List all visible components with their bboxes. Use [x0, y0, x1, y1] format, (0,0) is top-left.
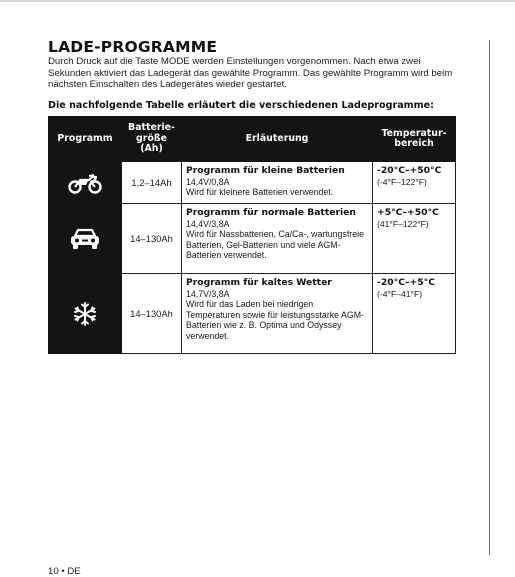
charge-program-table: [48, 116, 456, 354]
page-title: LADE-PROGRAMME: [48, 38, 218, 56]
temperature-celsius: -20°C–+5°C: [377, 277, 435, 288]
program-icon-cell: [49, 274, 122, 354]
temperature-celsius: +5°C–+50°C: [377, 207, 439, 218]
program-text: Wird für kleinere Batterien verwendet.: [186, 187, 334, 198]
temperature-range: [373, 274, 456, 354]
header-temperature: Temperatur-bereich: [373, 117, 456, 162]
temperature-fahrenheit: (-4°F–41°F): [377, 288, 423, 299]
page-footer: 10 • DE: [48, 566, 81, 577]
program-title: Programm für kleine Batterien: [186, 165, 345, 176]
temperature-range: [373, 162, 456, 204]
temperature-fahrenheit: (-4°F–122°F): [377, 176, 427, 187]
snowflake-icon: [72, 301, 98, 327]
program-text: Wird für Nassbatterien, Ca/Ca-, wartungsfreie Batterien, Gel-Batterien und viele AGM-Batterien verwendet.: [186, 229, 364, 261]
battery-size: 1,2–14Ah: [122, 162, 182, 204]
table-caption: Die nachfolgende Tabelle erläutert die verschiedenen Ladeprogramme:: [48, 100, 435, 111]
program-spec: 14,4V/3,8A: [186, 218, 230, 229]
header-program: Programm: [49, 117, 122, 162]
header-battery-size: Batterie-größe (Ah): [122, 117, 182, 162]
program-spec: 14,4V/0,8A: [186, 176, 230, 187]
intro-paragraph: Durch Druck auf die Taste MODE werden Einstellungen vorgenommen. Nach etwa zwei Sekunden aktiviert das Ladegerät das gewählte Programm. Das gewählte Programm wird beim nächsten Einschalten des Ladegerätes wieder gestartet.: [48, 56, 453, 90]
program-icon-cell: [49, 162, 122, 204]
top-border: [0, 0, 515, 2]
program-description: [182, 274, 373, 354]
table-row: [49, 204, 456, 274]
car-icon: [68, 227, 102, 251]
table-row: [49, 162, 456, 204]
header-explanation: Erläuterung: [182, 117, 373, 162]
program-title: Programm für kaltes Wetter: [186, 277, 332, 288]
program-spec: 14,7V/3,8A: [186, 288, 230, 299]
temperature-range: [373, 204, 456, 274]
battery-size: 14–130Ah: [122, 204, 182, 274]
program-description: [182, 162, 373, 204]
temperature-fahrenheit: (41°F–122°F): [377, 218, 429, 229]
program-description: [182, 204, 373, 274]
temperature-celsius: -20°C–+50°C: [377, 165, 442, 176]
program-icon-cell: [49, 204, 122, 274]
page-margin-rule: [489, 40, 490, 555]
program-title: Programm für normale Batterien: [186, 207, 356, 218]
program-text: Wird für das Laden bei niedrigen Temperaturen sowie für leistungsstarke AGM-Batterien wie z. B. Optima und Odyssey verwendet.: [186, 299, 364, 341]
battery-size: 14–130Ah: [122, 274, 182, 354]
motorcycle-icon: [67, 172, 103, 194]
table-header-row: [49, 117, 456, 162]
table-row: [49, 274, 456, 354]
